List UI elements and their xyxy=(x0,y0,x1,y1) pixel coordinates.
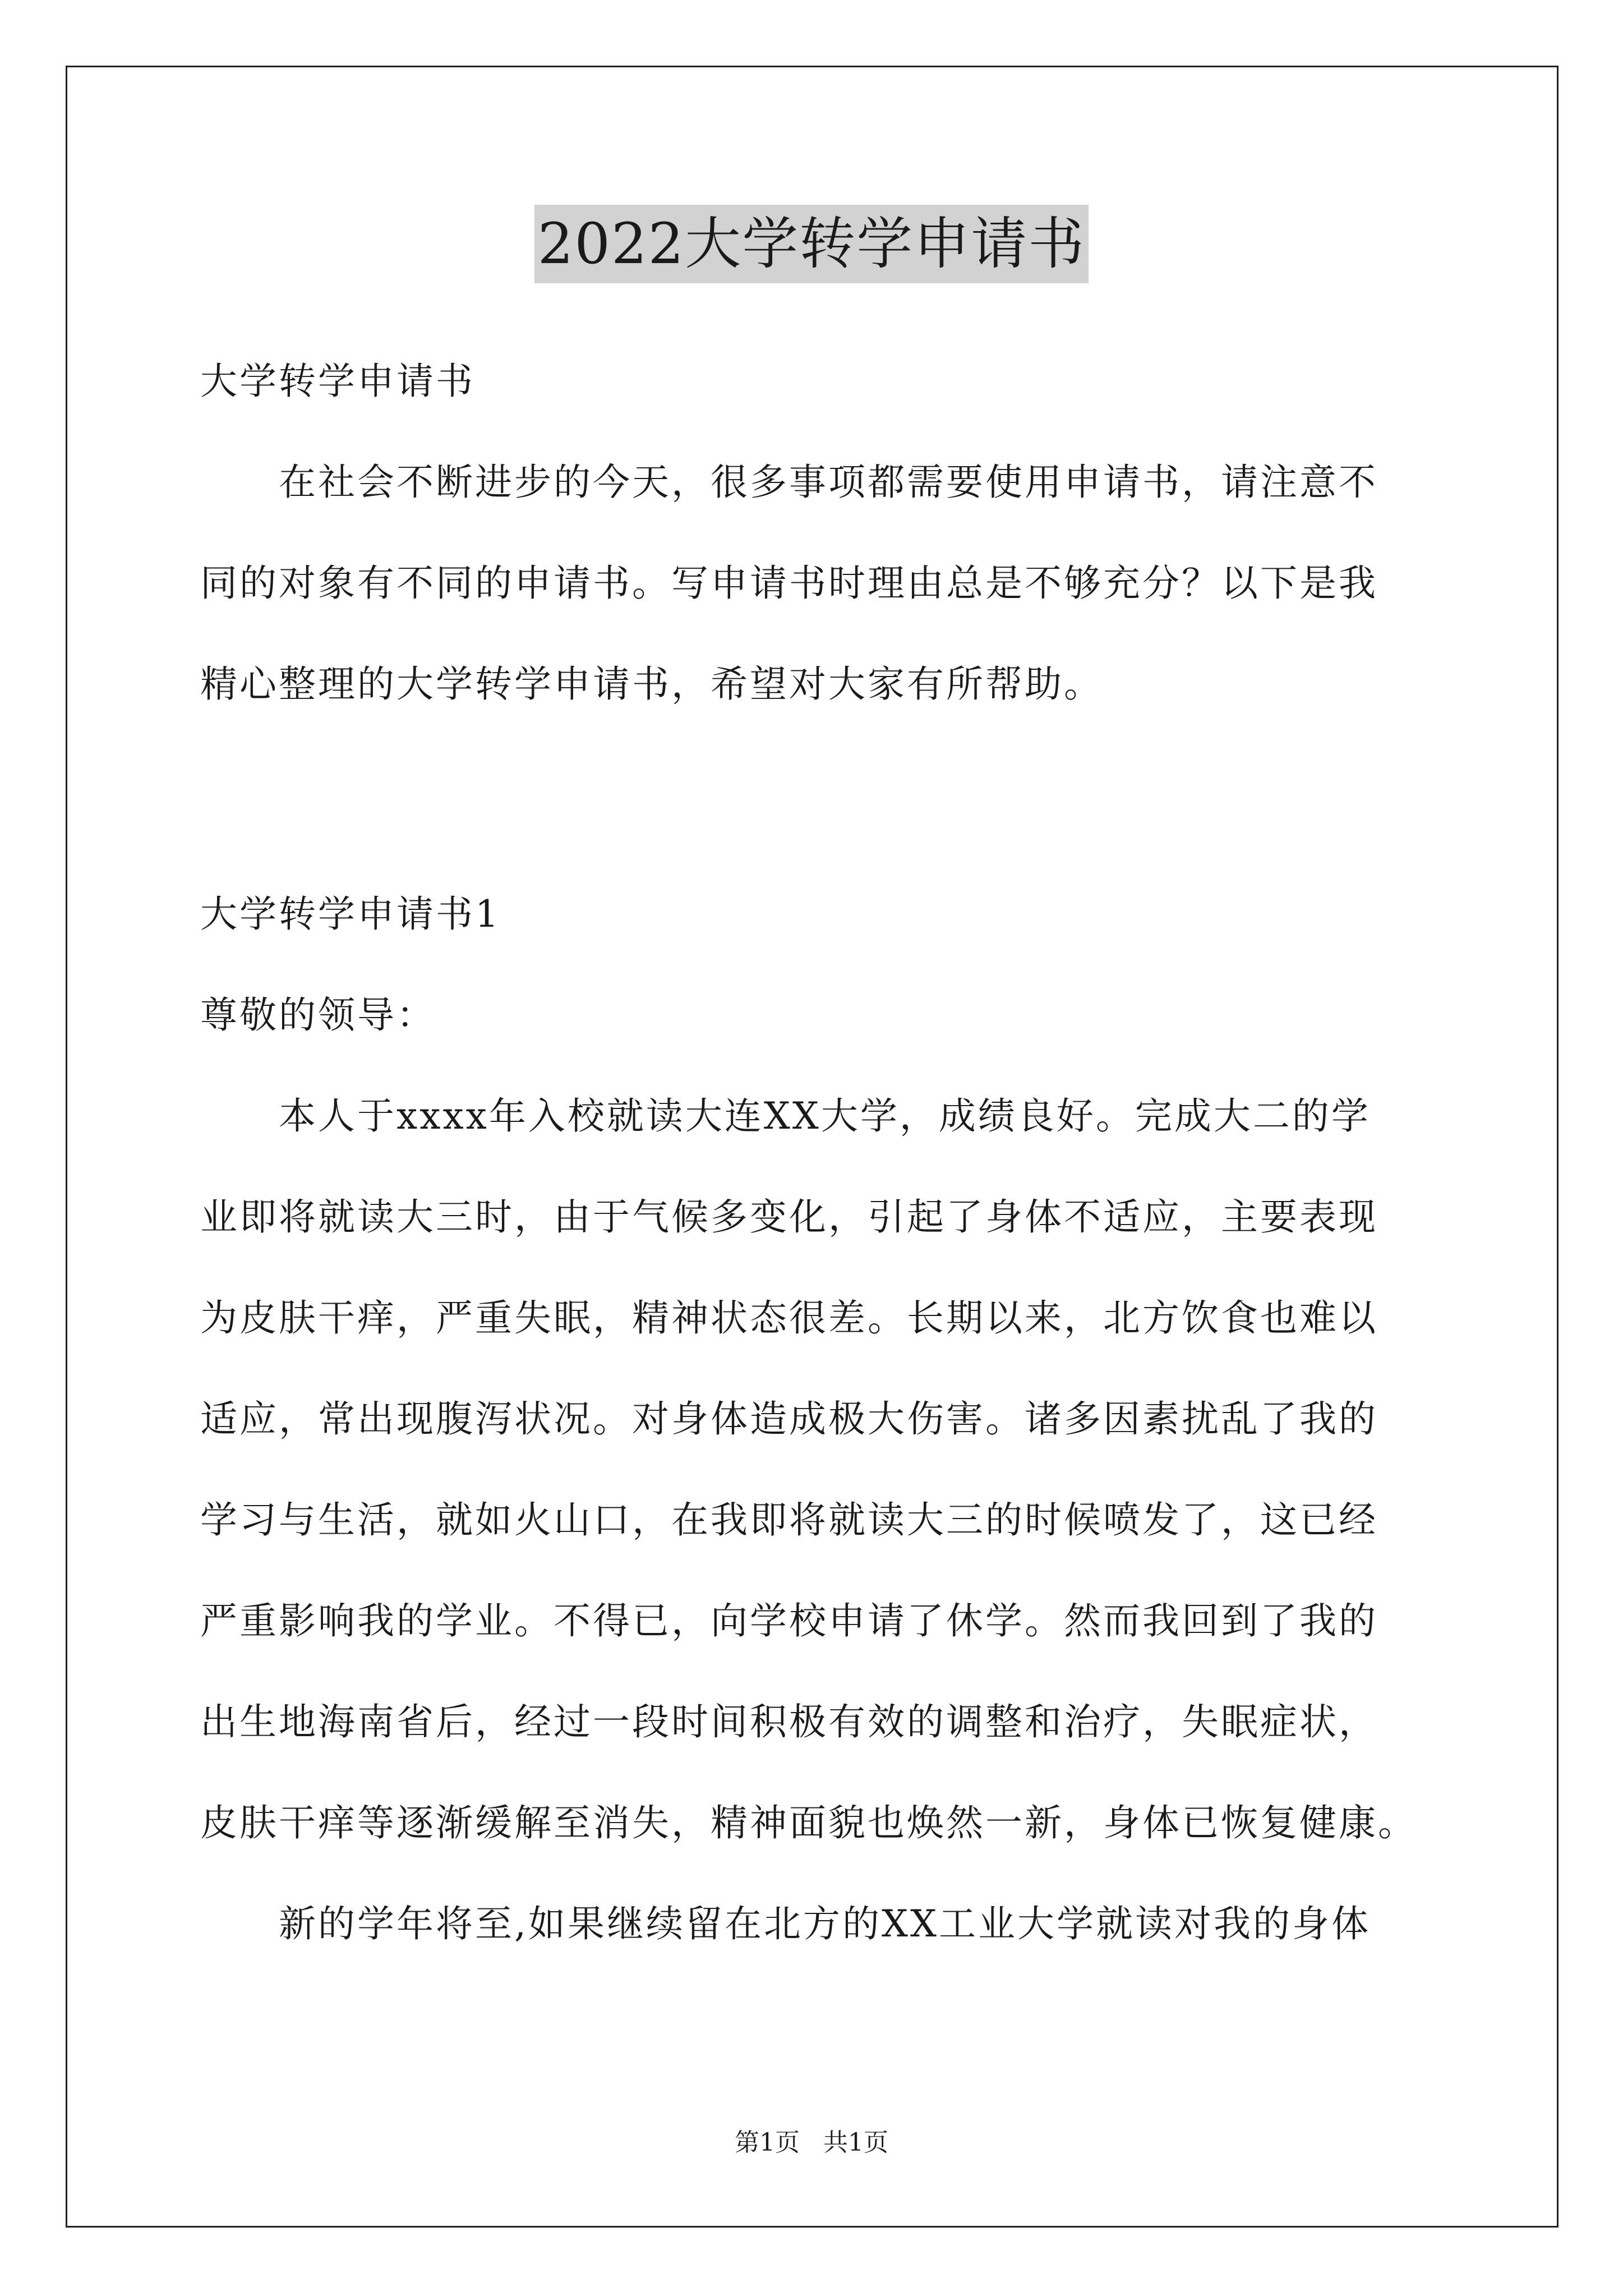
intro-heading: 大学转学申请书 xyxy=(200,360,475,403)
section-heading: 大学转学申请书1 xyxy=(200,892,501,936)
paragraph-line: 出生地海南省后，经过一段时间积极有效的调整和治疗，失眠症状， xyxy=(200,1700,1378,1743)
paragraph-line: 皮肤干痒等逐渐缓解至消失，精神面貌也焕然一新，身体已恢复健康。 xyxy=(200,1801,1417,1844)
intro-line: 精心整理的大学转学申请书，希望对大家有所帮助。 xyxy=(200,662,1103,706)
document-title-text: 2022大学转学申请书 xyxy=(534,205,1089,283)
page-footer xyxy=(0,2126,1623,2160)
paragraph-line: 学习与生活，就如火山口，在我即将就读大三的时候喷发了，这已经 xyxy=(200,1498,1378,1542)
paragraph-line: 适应，常出现腹泻状况。对身体造成极大伤害。诸多因素扰乱了我的 xyxy=(200,1397,1378,1441)
paragraph-line: 新的学年将至,如果继续留在北方的XX工业大学就读对我的身体 xyxy=(279,1902,1371,1945)
paragraph-line: 业即将就读大三时，由于气候多变化，引起了身体不适应，主要表现 xyxy=(200,1195,1378,1239)
salutation: 尊敬的领导： xyxy=(200,993,436,1037)
document-title xyxy=(0,205,1623,283)
page-total: 共1页 xyxy=(823,2128,888,2157)
paragraph-line: 本人于xxxx年入校就读大连XX大学，成绩良好。完成大二的学 xyxy=(279,1094,1371,1138)
paragraph-line: 为皮肤干痒，严重失眠，精神状态很差。长期以来，北方饮食也难以 xyxy=(200,1296,1378,1340)
paragraph-line: 严重影响我的学业。不得已，向学校申请了休学。然而我回到了我的 xyxy=(200,1599,1378,1642)
page-number: 第1页 xyxy=(735,2128,800,2157)
intro-line: 同的对象有不同的申请书。写申请书时理由总是不够充分？以下是我 xyxy=(200,562,1378,605)
intro-line: 在社会不断进步的今天，很多事项都需要使用申请书，请注意不 xyxy=(279,461,1378,504)
